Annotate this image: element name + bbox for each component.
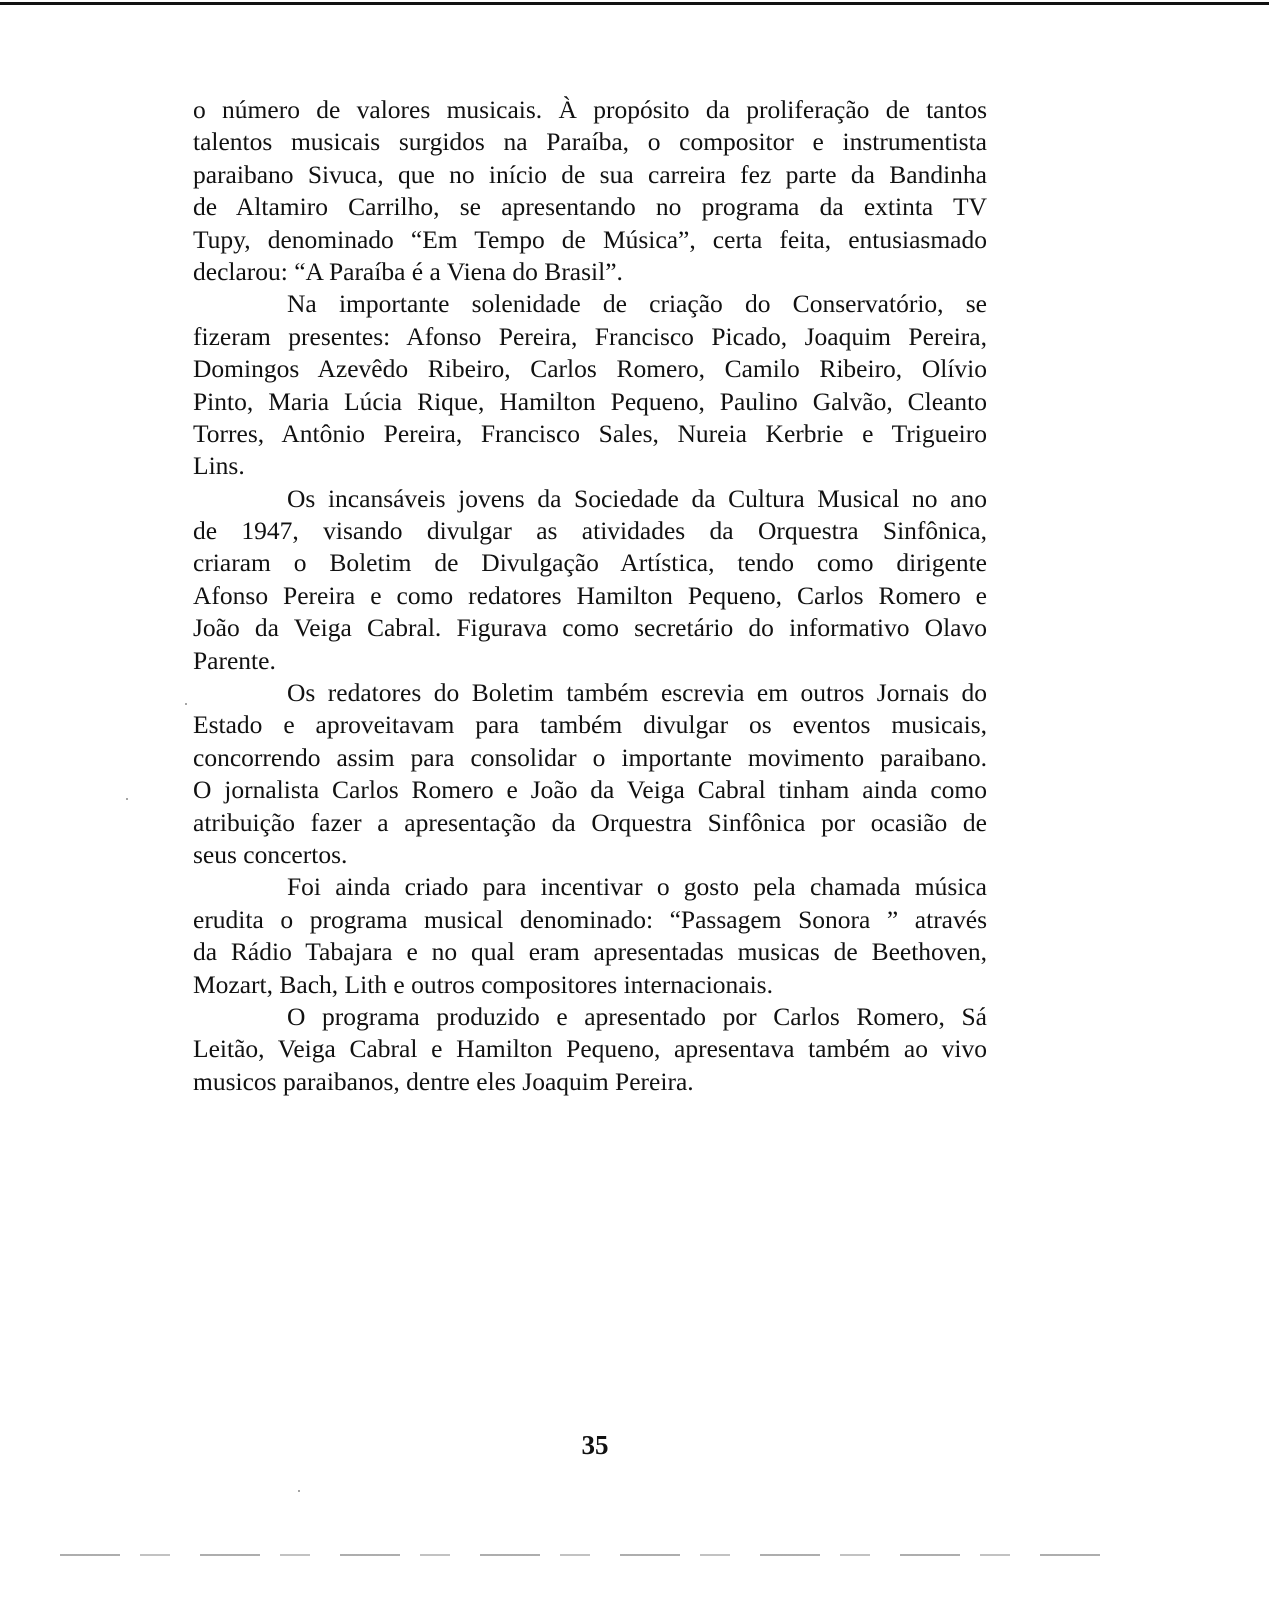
text-line: de 1947, visando divulgar as atividades da Orquestra Sinfônica, <box>193 516 987 546</box>
page-number: 35 <box>581 1430 609 1460</box>
text-line: criaram o Boletim de Divulgação Artística, tendo como dirigente <box>193 548 987 578</box>
paragraph <box>193 677 987 871</box>
text-line: talentos musicais surgidos na Paraíba, o compositor e instrumentista <box>193 127 987 157</box>
text-line: Domingos Azevêdo Ribeiro, Carlos Romero, Camilo Ribeiro, Olívio <box>193 354 987 384</box>
paragraph <box>193 871 987 1001</box>
text-line: Estado e aproveitavam para também divulgar os eventos musicais, <box>193 710 987 740</box>
text-line: musicos paraibanos, dentre eles Joaquim Pereira. <box>193 1066 694 1096</box>
text-line: erudita o programa musical denominado: “Passagem Sonora ” através <box>193 904 987 934</box>
text-line: O jornalista Carlos Romero e João da Veiga Cabral tinham ainda como <box>193 775 987 805</box>
text-line: Na importante solenidade de criação do Conservatório, se <box>287 289 987 319</box>
text-line: O programa produzido e apresentado por Carlos Romero, Sá <box>287 1001 987 1031</box>
scan-speck <box>298 1490 300 1492</box>
paragraph <box>193 94 987 288</box>
text-line: concorrendo assim para consolidar o importante movimento paraibano. <box>193 742 987 772</box>
text-line: Afonso Pereira e como redatores Hamilton Pequeno, Carlos Romero e <box>193 580 987 610</box>
scan-speck <box>126 798 128 800</box>
text-line: Pinto, Maria Lúcia Rique, Hamilton Pequeno, Paulino Galvão, Cleanto <box>193 386 987 416</box>
text-line: Os incansáveis jovens da Sociedade da Cultura Musical no ano <box>287 483 987 513</box>
text-line: Leitão, Veiga Cabral e Hamilton Pequeno, apresentava também ao vivo <box>193 1034 987 1064</box>
text-line: seus concertos. <box>193 839 348 869</box>
paragraph <box>193 483 987 677</box>
text-line: Os redatores do Boletim também escrevia em outros Jornais do <box>287 678 987 708</box>
text-line: o número de valores musicais. À propósito da proliferação de tantos <box>193 95 987 124</box>
text-line: Tupy, denominado “Em Tempo de Música”, certa feita, entusiasmado <box>193 224 987 254</box>
text-line: fizeram presentes: Afonso Pereira, Francisco Picado, Joaquim Pereira, <box>193 321 987 351</box>
top-rule <box>0 2 1269 5</box>
text-line: Lins. <box>193 451 245 481</box>
text-line: da Rádio Tabajara e no qual eram apresentadas musicas de Beethoven, <box>193 937 987 967</box>
text-line: paraibano Sivuca, que no início de sua carreira fez parte da Bandinha <box>193 159 987 189</box>
body-text <box>193 94 987 1098</box>
bottom-scan-marks <box>60 1554 1110 1556</box>
text-line: Torres, Antônio Pereira, Francisco Sales, Nureia Kerbrie e Trigueiro <box>193 418 987 448</box>
text-line: de Altamiro Carrilho, se apresentando no programa da extinta TV <box>193 192 987 222</box>
text-line: Foi ainda criado para incentivar o gosto pela chamada música <box>287 872 987 902</box>
scan-speck <box>185 703 187 705</box>
paragraph <box>193 288 987 482</box>
text-line: Parente. <box>193 645 276 675</box>
text-line: Mozart, Bach, Lith e outros compositores internacionais. <box>193 969 773 999</box>
text-line: declarou: “A Paraíba é a Viena do Brasil”. <box>193 256 623 286</box>
paragraph <box>193 1001 987 1098</box>
text-line: atribuição fazer a apresentação da Orquestra Sinfônica por ocasião de <box>193 807 987 837</box>
text-line: João da Veiga Cabral. Figurava como secretário do informativo Olavo <box>193 613 987 643</box>
